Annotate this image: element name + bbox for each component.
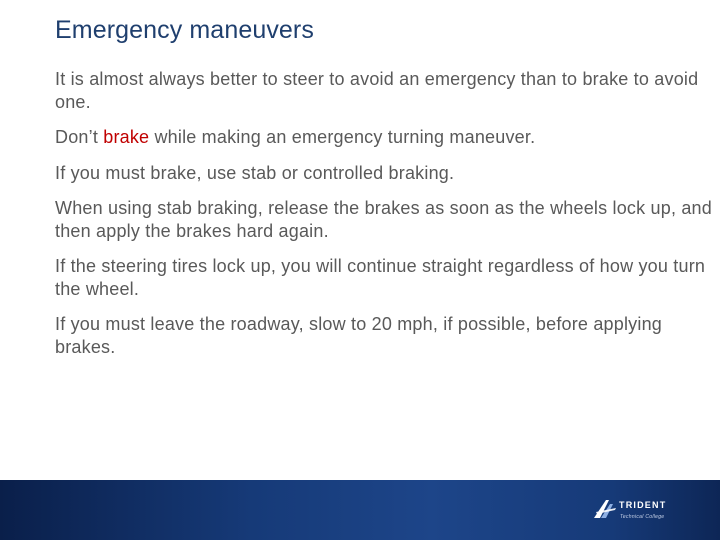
bullet-text: Don’t (55, 127, 104, 147)
bullet-item (55, 126, 715, 149)
bullet-text: while making an emergency turning maneuver. (149, 127, 536, 147)
logo-text: TRIDENT (619, 500, 667, 510)
trident-logo-icon (592, 498, 618, 520)
highlighted-word: brake (103, 127, 150, 147)
bullet-item: It is almost always better to steer to avoid an emergency than to brake to avoid one. (55, 69, 699, 112)
trident-logo (592, 496, 682, 526)
bullet-item: If the steering tires lock up, you will continue straight regardless of how you turn the wheel. (55, 256, 706, 299)
slide-title: Emergency maneuvers (55, 16, 314, 44)
bullet-list (55, 68, 715, 371)
bullet-item: If you must brake, use stab or controlled braking. (55, 163, 455, 183)
bullet-item: When using stab braking, release the brakes as soon as the wheels lock up, and then apply the brakes hard again. (55, 198, 712, 241)
bullet-item: If you must leave the roadway, slow to 20 mph, if possible, before applying brakes. (55, 314, 662, 357)
logo-tagline: Technical College (620, 514, 665, 520)
